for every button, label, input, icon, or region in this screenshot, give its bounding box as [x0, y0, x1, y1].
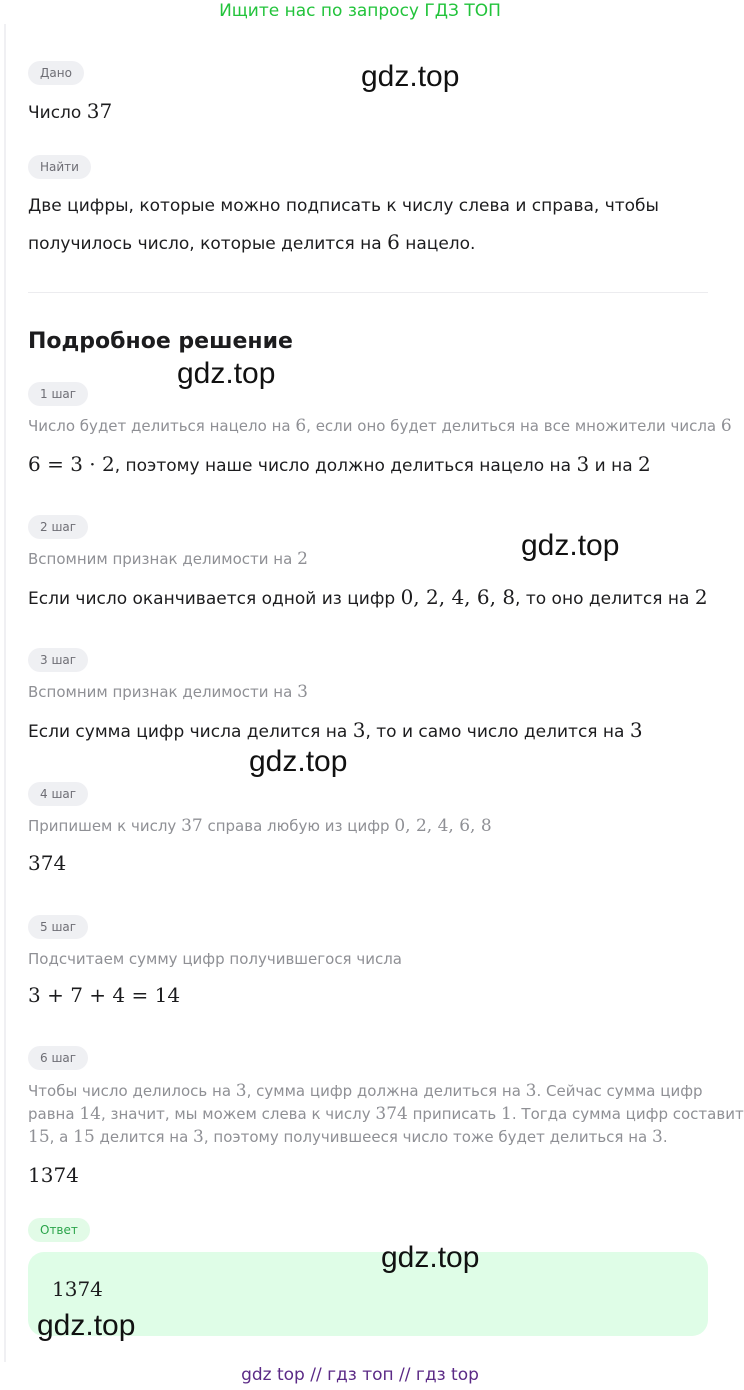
- step-2-text-b: , то оно делится на: [515, 589, 695, 609]
- find-text-a: получилось число, которые делится на: [28, 234, 388, 254]
- step-5-hint: Подсчитаем сумму цифр получившегося числа: [28, 950, 402, 968]
- step-2-hint: [28, 547, 308, 571]
- step-6-l2-d: . Тогда сумма цифр составит: [511, 1105, 744, 1123]
- step-6-l2-b: , значит, мы можем слева к числу: [100, 1105, 376, 1123]
- step-1-chip: 1 шаг: [28, 382, 88, 406]
- step-2-main: [28, 579, 708, 617]
- step-6-main: [28, 1157, 79, 1195]
- step-6-l3-b: делится на: [94, 1128, 194, 1146]
- find-line-1: Две цифры, которые можно подписать к числу слева и справа, чтобы: [28, 196, 659, 216]
- solution-title: Подробное решение: [28, 329, 293, 354]
- watermark: gdz.top: [37, 1309, 136, 1342]
- step-1-hint-math-2: 6: [720, 416, 732, 436]
- step-2-math-2: 2: [694, 585, 708, 609]
- step-6-l1-m1: 3: [235, 1081, 247, 1101]
- step-1-text-a: , поэтому наше число должно делиться нацело на: [114, 456, 577, 476]
- step-5-chip: 5 шаг: [28, 915, 88, 939]
- given-number: 37: [86, 99, 113, 123]
- step-6-hint-line-1: [28, 1079, 703, 1103]
- step-3-math-2: 3: [629, 718, 643, 742]
- step-6-l2-a: равна: [28, 1105, 80, 1123]
- answer-value: 1374: [52, 1277, 103, 1301]
- step-1-text-b: и на: [589, 456, 639, 476]
- step-3-hint: [28, 680, 308, 704]
- step-4-result: 374: [28, 851, 67, 875]
- step-6-l3-m4: 3: [651, 1127, 663, 1147]
- step-3-math-1: 3: [352, 718, 366, 742]
- step-1-hint: [28, 414, 732, 438]
- answer-chip: Ответ: [28, 1218, 90, 1242]
- step-3-text-b: , то и само число делится на: [365, 722, 630, 742]
- step-6-l3-m1: 15: [28, 1127, 50, 1147]
- step-1-math-2: 2: [638, 452, 651, 476]
- step-2-hint-text: Вспомним признак делимости на: [28, 550, 298, 568]
- given-text: [28, 93, 112, 131]
- find-math: 6: [387, 230, 400, 254]
- step-6-l3-m3: 3: [193, 1127, 204, 1147]
- search-banner[interactable]: Ищите нас по запросу ГДЗ ТОП: [219, 1, 501, 21]
- step-6-l2-m3: 1: [501, 1104, 512, 1124]
- step-2-chip: 2 шаг: [28, 515, 88, 539]
- step-6-l2-c: приписать: [407, 1105, 502, 1123]
- step-6-chip: 6 шаг: [28, 1046, 88, 1070]
- find-text-b: нацело.: [399, 234, 476, 254]
- step-6-l2-m2: 374: [375, 1104, 408, 1124]
- step-4-hint-text-a: Припишем к числу: [28, 817, 182, 835]
- step-4-hint-text-b: справа любую из цифр: [202, 817, 395, 835]
- watermark: gdz.top: [177, 357, 276, 390]
- step-1-hint-text-a: Число будет делиться нацело на: [28, 417, 296, 435]
- step-6-l1-b: , сумма цифр должна делиться на: [246, 1082, 526, 1100]
- step-3-chip: 3 шаг: [28, 648, 88, 672]
- watermark: gdz.top: [521, 529, 620, 562]
- step-6-l3-c: , поэтому получившееся число тоже будет делиться на: [203, 1128, 652, 1146]
- step-3-hint-text: Вспомним признак делимости на: [28, 683, 298, 701]
- step-3-hint-math: 3: [297, 682, 308, 702]
- given-label: Число: [28, 103, 87, 123]
- step-6-l1-a: Чтобы число делилось на: [28, 1082, 236, 1100]
- step-2-math-1: 0, 2, 4, 6, 8: [400, 585, 516, 609]
- step-1-math-1: 3: [576, 452, 590, 476]
- step-4-hint-math-1: 37: [181, 816, 203, 836]
- watermark: gdz.top: [249, 745, 348, 778]
- step-4-main: [28, 845, 66, 883]
- left-border-line: [4, 24, 6, 1362]
- step-1-hint-math-1: 6: [295, 416, 307, 436]
- step-4-chip: 4 шаг: [28, 782, 88, 806]
- step-5-main: [28, 977, 180, 1015]
- given-chip: Дано: [28, 61, 84, 85]
- watermark: gdz.top: [361, 60, 460, 93]
- footer-links[interactable]: gdz top // гдз топ // гдз top: [241, 1365, 479, 1385]
- find-line-2: [28, 224, 475, 262]
- step-1-formula: 6 = 3 · 2: [28, 452, 115, 476]
- step-6-hint-line-2: [28, 1102, 744, 1126]
- step-6-l1-c: . Сейчас сумма цифр: [536, 1082, 703, 1100]
- step-4-hint-math-2: 0, 2, 4, 6, 8: [394, 816, 492, 836]
- step-2-text-a: Если число оканчивается одной из цифр: [28, 589, 401, 609]
- watermark: gdz.top: [381, 1241, 480, 1274]
- step-3-text-a: Если сумма цифр числа делится на: [28, 722, 353, 742]
- step-6-l2-m1: 14: [79, 1104, 101, 1124]
- step-4-hint: [28, 814, 492, 838]
- step-6-l3-d: .: [662, 1128, 668, 1146]
- find-chip: Найти: [28, 155, 91, 179]
- step-1-main: [28, 446, 651, 484]
- step-2-hint-math: 2: [297, 549, 308, 569]
- step-6-l3-a: , а: [49, 1128, 74, 1146]
- step-6-l1-m2: 3: [525, 1081, 537, 1101]
- step-6-result: 1374: [28, 1163, 79, 1187]
- step-6-hint-line-3: [28, 1125, 668, 1149]
- step-6-l3-m2: 15: [73, 1127, 95, 1147]
- section-divider: [28, 292, 708, 293]
- step-1-hint-text-b: , если оно будет делиться на все множители числа: [306, 417, 721, 435]
- step-5-formula: 3 + 7 + 4 = 14: [28, 983, 181, 1007]
